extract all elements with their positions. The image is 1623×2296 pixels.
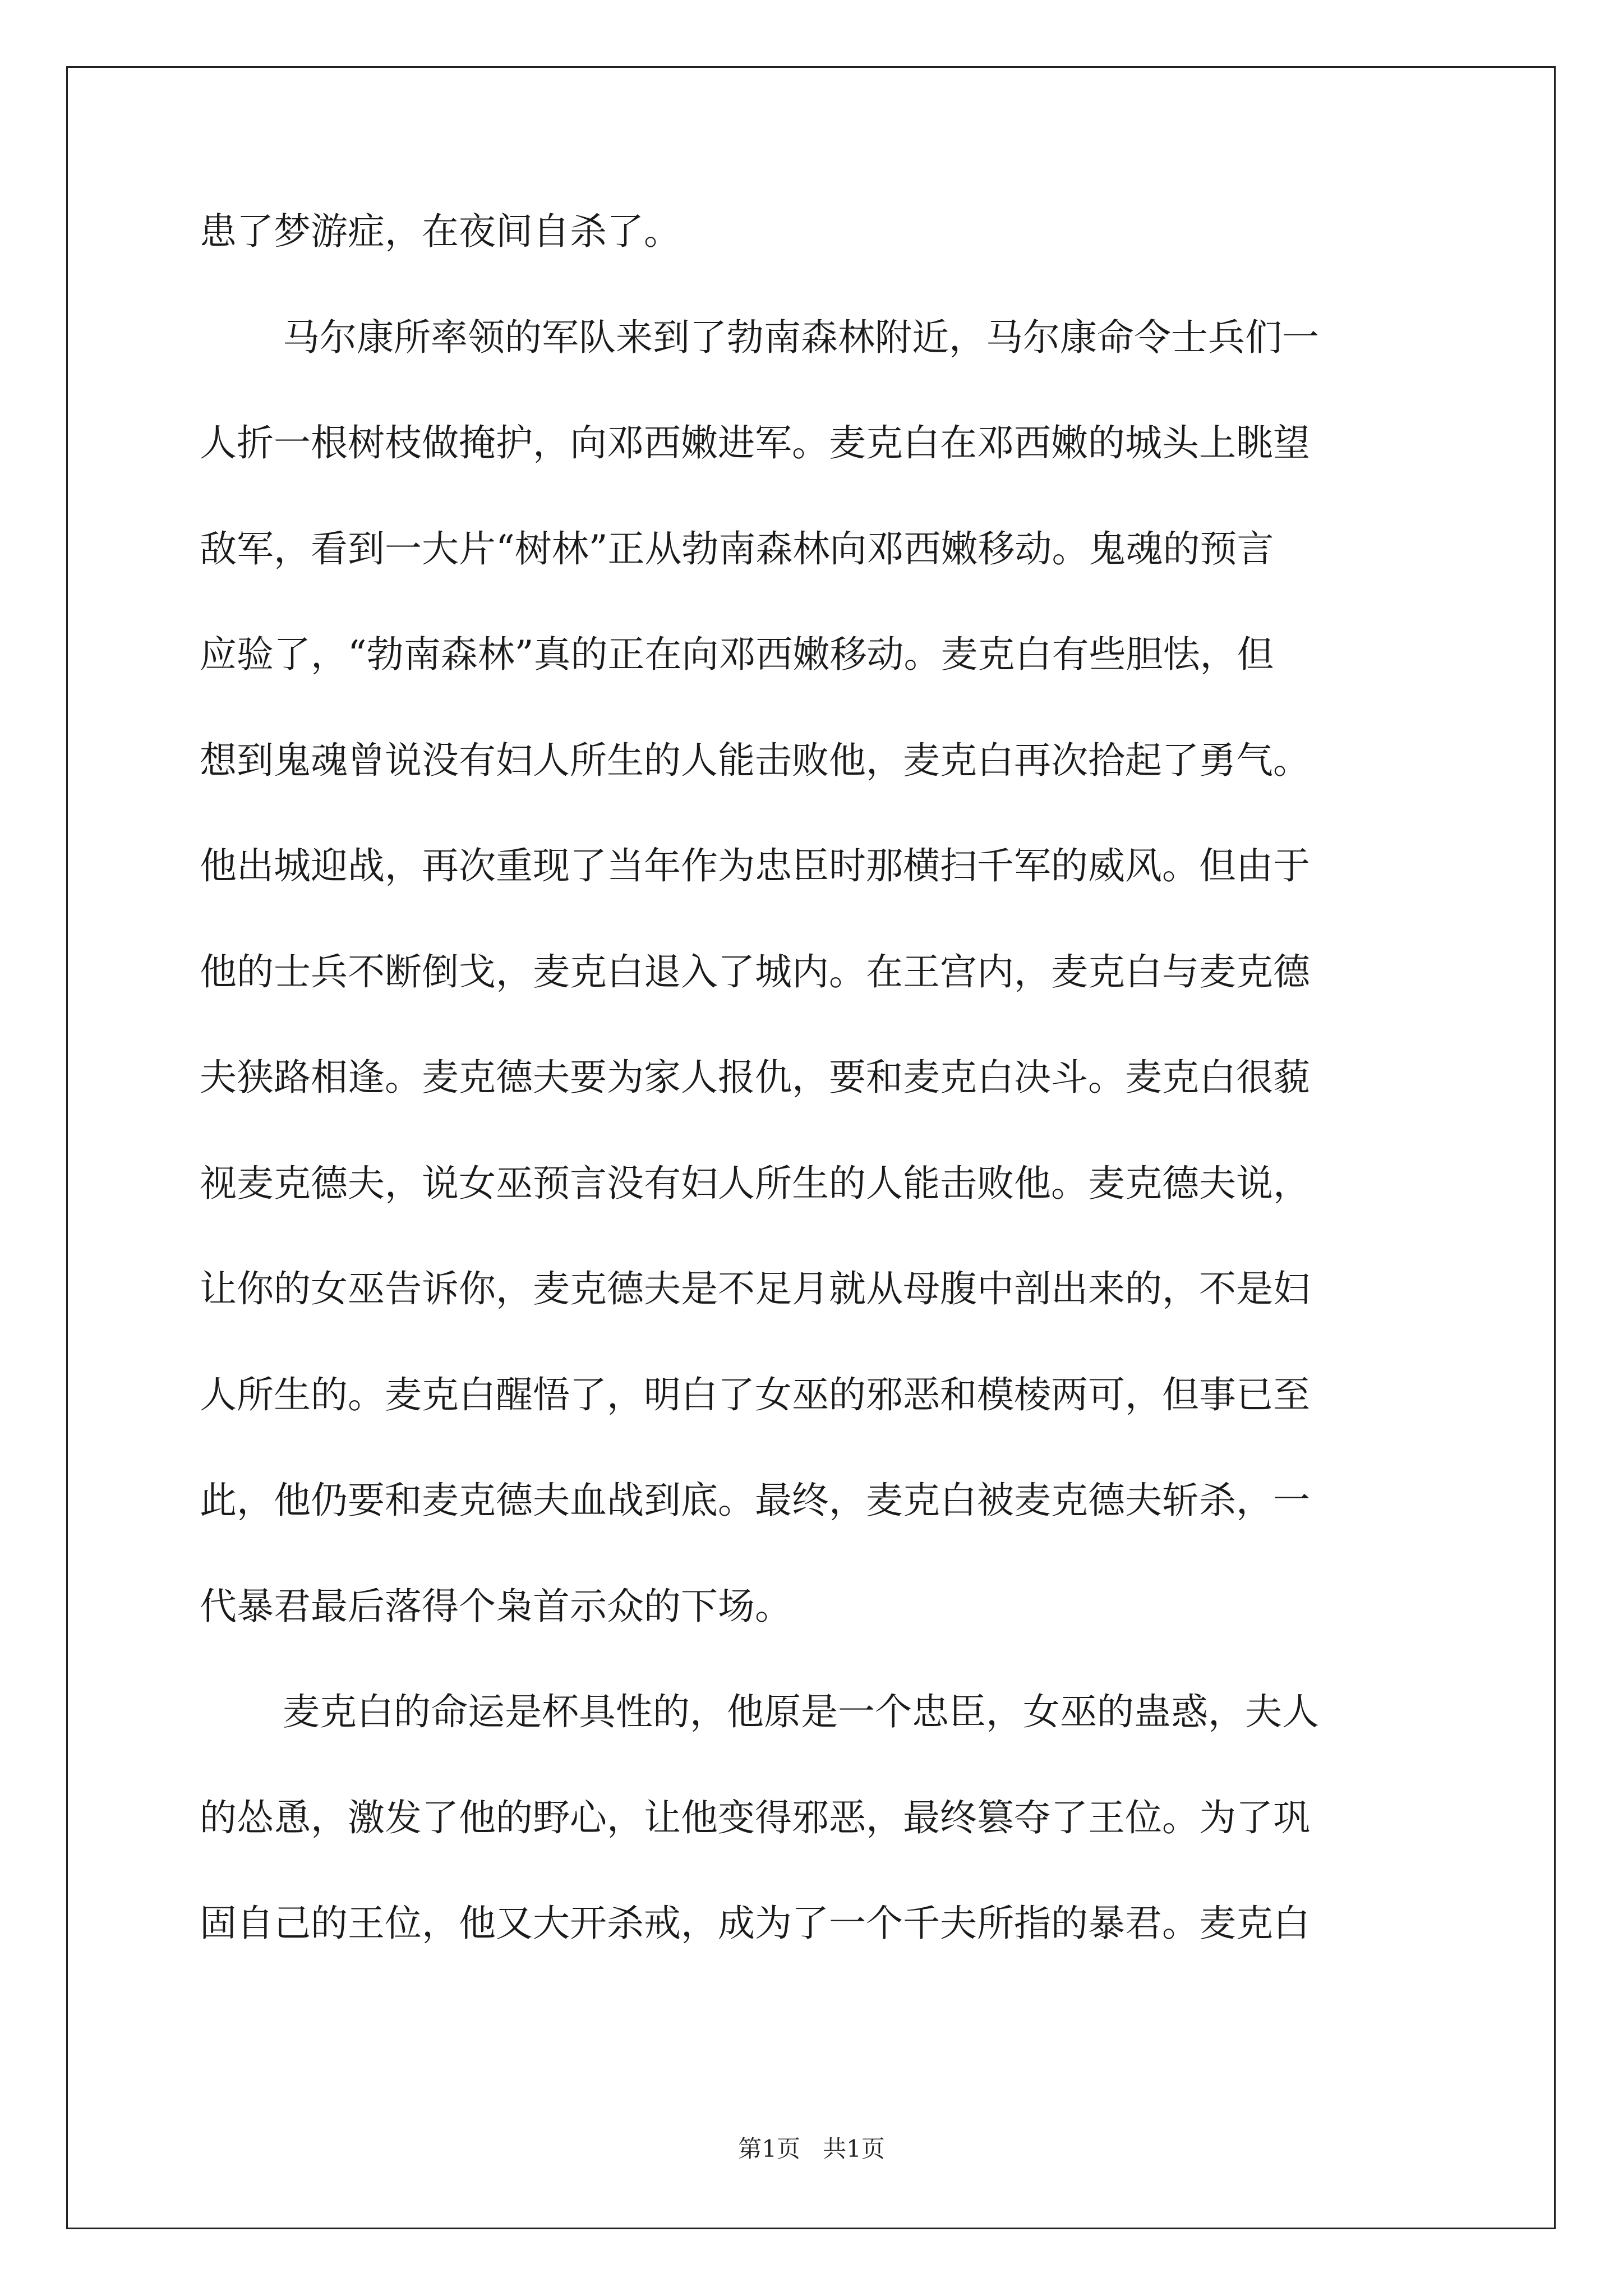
text-line: 马尔康所率领的军队来到了勃南森林附近，马尔康命令士兵们一 xyxy=(283,315,1319,359)
text-line: 他的士兵不断倒戈，麦克白退入了城内。在王宫内，麦克白与麦克德 xyxy=(200,950,1310,993)
text-line: 想到鬼魂曾说没有妇人所生的人能击败他，麦克白再次拾起了勇气。 xyxy=(200,738,1310,782)
text-line: 代暴君最后落得个枭首示众的下场。 xyxy=(200,1584,792,1628)
text-line: 人折一根树枝做掩护，向邓西嫩进军。麦克白在邓西嫩的城头上眺望 xyxy=(200,421,1310,464)
text-line: 视麦克德夫，说女巫预言没有妇人所生的人能击败他。麦克德夫说， xyxy=(200,1161,1310,1205)
text-line: 固自己的王位，他又大开杀戒，成为了一个千夫所指的暴君。麦克白 xyxy=(200,1902,1310,1945)
text-line: 的怂恿，激发了他的野心，让他变得邪恶，最终篡夺了王位。为了巩 xyxy=(200,1796,1310,1839)
text-line: 麦克白的命运是杯具性的，他原是一个忠臣，女巫的蛊惑，夫人 xyxy=(283,1690,1319,1733)
text-line: 人所生的。麦克白醒悟了，明白了女巫的邪恶和模棱两可，但事已至 xyxy=(200,1373,1310,1416)
text-line: 此，他仍要和麦克德夫血战到底。最终，麦克白被麦克德夫斩杀，一 xyxy=(200,1479,1310,1522)
document-body xyxy=(200,210,1426,2011)
text-line: 患了梦游症，在夜间自杀了。 xyxy=(200,210,681,253)
text-line: 应验了，“勃南森林”真的正在向邓西嫩移动。麦克白有些胆怯，但 xyxy=(200,633,1274,676)
text-line: 他出城迎战，再次重现了当年作为忠臣时那横扫千军的威风。但由于 xyxy=(200,844,1310,887)
text-line: 夫狭路相逢。麦克德夫要为家人报仇，要和麦克白决斗。麦克白很藐 xyxy=(200,1056,1310,1099)
page-number-footer: 第1页 共1页 xyxy=(738,2135,885,2162)
text-line: 让你的女巫告诉你，麦克德夫是不足月就从母腹中剖出来的，不是妇 xyxy=(200,1267,1310,1310)
text-line: 敌军，看到一大片“树林”正从勃南森林向邓西嫩移动。鬼魂的预言 xyxy=(200,527,1274,570)
